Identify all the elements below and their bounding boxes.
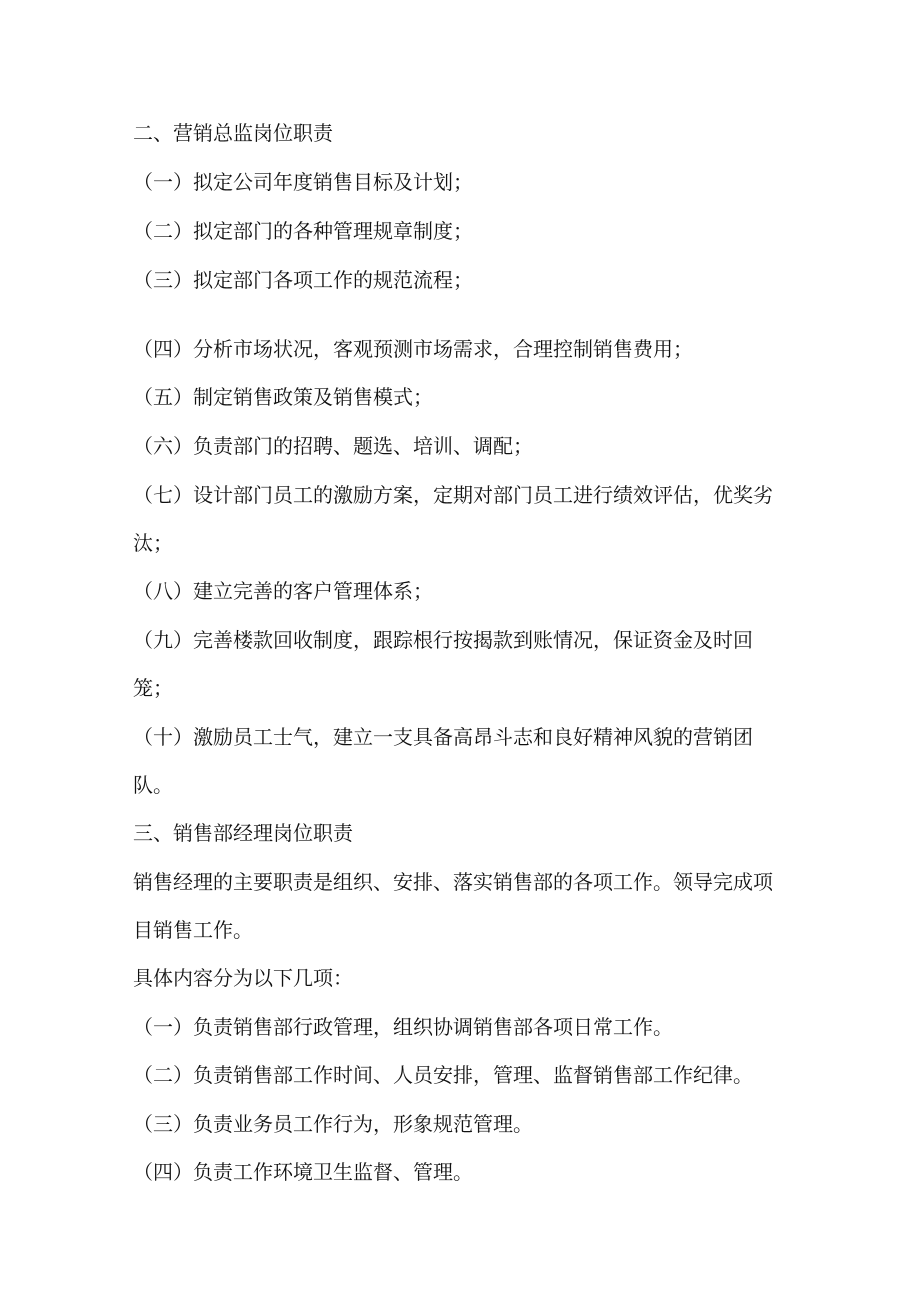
paragraph-line: （一）拟定公司年度销售目标及计划； (133, 170, 473, 194)
section-heading-sales-manager: 三、销售部经理岗位职责 (133, 821, 353, 845)
paragraph-line: （六）负责部门的招聘、题选、培训、调配； (133, 434, 533, 458)
paragraph-line: （三）负责业务员工作行为，形象规范管理。 (133, 1112, 533, 1136)
paragraph-line: （二）负责销售部工作时间、人员安排，管理、监督销售部工作纪律。 (133, 1063, 753, 1087)
paragraph-line: （十）激励员工士气，建立一支具备高昂斗志和良好精神风貌的营销团 (133, 725, 753, 749)
paragraph-line: （八）建立完善的客户管理体系； (133, 579, 433, 603)
paragraph-line: （一）负责销售部行政管理，组织协调销售部各项日常工作。 (133, 1015, 673, 1039)
paragraph-line: （七）设计部门员工的激励方案，定期对部门员工进行绩效评估，优奖劣 (133, 483, 773, 507)
paragraph-line: 目销售工作。 (133, 918, 253, 942)
paragraph-line: 具体内容分为以下几项： (133, 966, 353, 990)
paragraph-line: 队。 (133, 773, 173, 797)
paragraph-line: （九）完善楼款回收制度，跟踪根行按揭款到账情况，保证资金及时回 (133, 628, 753, 652)
paragraph-line: （四）负责工作环境卫生监督、管理。 (133, 1160, 473, 1184)
section-heading-sales-director: 二、营销总监岗位职责 (133, 121, 333, 145)
paragraph-line: （三）拟定部门各项工作的规范流程； (133, 268, 473, 292)
paragraph-line: 销售经理的主要职责是组织、安排、落实销售部的各项工作。领导完成项 (133, 870, 773, 894)
paragraph-line: （五）制定销售政策及销售模式； (133, 385, 433, 409)
paragraph-line: （二）拟定部门的各种管理规章制度； (133, 219, 473, 243)
paragraph-line: 汰； (133, 531, 173, 555)
paragraph-line: 笼； (133, 676, 173, 700)
paragraph-line: （四）分析市场状况，客观预测市场需求，合理控制销售费用； (133, 337, 693, 361)
